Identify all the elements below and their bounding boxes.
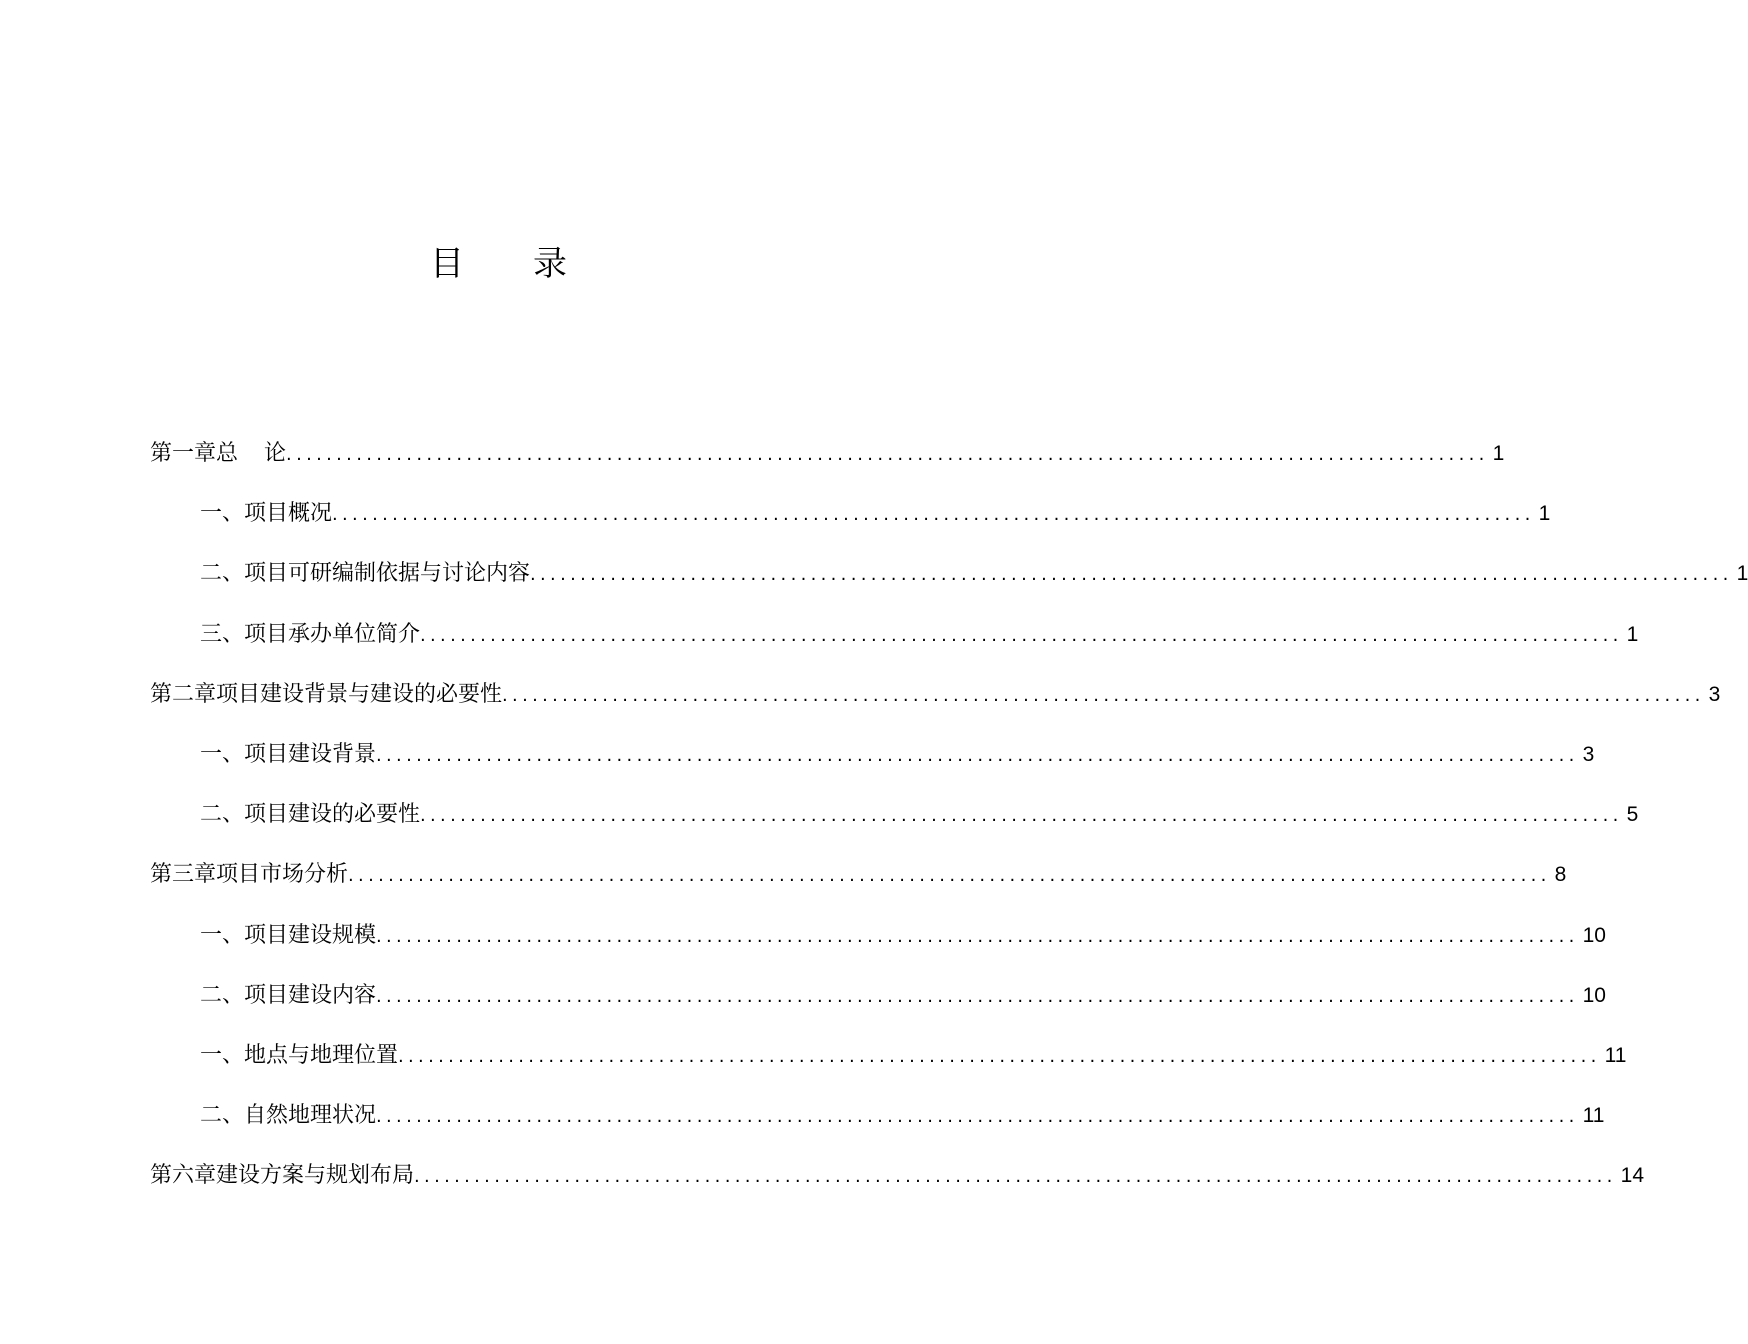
- toc-page-number: 1: [1736, 562, 1748, 586]
- toc-page-number: 3: [1582, 742, 1595, 766]
- toc-heading-char-1: 目: [430, 244, 464, 284]
- dot-leader: ........................................................................................................................: [376, 744, 1579, 766]
- dot-leader: ........................................................................................................................: [376, 985, 1579, 1007]
- dot-leader: ........................................................................................................................: [420, 805, 1623, 827]
- toc-entry[interactable]: [150, 974, 1606, 1034]
- toc-page-number: 1: [1626, 622, 1639, 646]
- toc-entry[interactable]: [150, 733, 1595, 793]
- toc-page-number: 1: [1492, 442, 1505, 465]
- toc-entry[interactable]: [150, 552, 1748, 612]
- toc-entry[interactable]: [150, 1154, 1644, 1214]
- toc-entry-title: 一、项目建设规模: [200, 922, 377, 948]
- dot-leader: ........................................................................................................................: [348, 865, 1551, 887]
- toc-page-number: 11: [1582, 1104, 1605, 1128]
- toc-entry[interactable]: [150, 1034, 1627, 1094]
- toc-chapter-label: 第一章: [150, 441, 217, 466]
- dot-leader: ........................................................................................................................: [286, 444, 1489, 465]
- dot-leader: ........................................................................................................................: [414, 1166, 1617, 1188]
- toc-entry-title: 二、项目建设的必要性: [200, 802, 421, 828]
- toc-entry-title: 项目建设背景与建设的必要性: [216, 681, 503, 707]
- toc-entry-title: [216, 432, 286, 476]
- toc-chapter-label: 第六章: [150, 1163, 217, 1189]
- toc-entry[interactable]: [150, 492, 1551, 552]
- toc-page-number: 11: [1604, 1043, 1627, 1067]
- toc-entry[interactable]: [150, 673, 1721, 733]
- dot-leader: ........................................................................................................................: [376, 1106, 1579, 1128]
- toc-entry-title: 三、项目承办单位简介: [200, 621, 421, 647]
- dot-leader: ........................................................................................................................: [530, 564, 1733, 586]
- toc-heading-char-2: 录: [533, 244, 567, 284]
- toc-entry-title: 二、项目可研编制依据与讨论内容: [200, 561, 531, 587]
- toc-page-number: 1: [1538, 502, 1551, 526]
- table-of-contents: [150, 432, 1748, 1214]
- toc-page-number: 5: [1626, 803, 1639, 827]
- toc-entry[interactable]: [150, 853, 1567, 913]
- dot-leader: ........................................................................................................................: [502, 684, 1705, 706]
- dot-leader: ........................................................................................................................: [332, 504, 1535, 526]
- toc-entry-title: 一、项目概况: [200, 501, 333, 527]
- dot-leader: ........................................................................................................................: [376, 925, 1579, 947]
- dot-leader: ........................................................................................................................: [420, 624, 1623, 646]
- toc-entry-title-part: 论: [264, 441, 287, 466]
- toc-entry[interactable]: [150, 1094, 1605, 1154]
- toc-page-number: 10: [1582, 923, 1606, 947]
- dot-leader: ........................................................................................................................: [398, 1045, 1601, 1067]
- toc-entry-title: 项目市场分析: [216, 862, 349, 888]
- toc-entry[interactable]: [150, 613, 1639, 673]
- toc-chapter-label: 第三章: [150, 862, 217, 888]
- toc-page-number: 10: [1582, 983, 1606, 1007]
- toc-page-number: 8: [1554, 863, 1567, 887]
- toc-entry-title: 一、项目建设背景: [200, 741, 377, 767]
- toc-chapter-label: 第二章: [150, 681, 217, 707]
- toc-page-number: 14: [1620, 1164, 1644, 1188]
- toc-entry[interactable]: [150, 793, 1639, 853]
- toc-entry[interactable]: [150, 914, 1606, 974]
- toc-entry-title: 建设方案与规划布局: [216, 1163, 415, 1189]
- toc-entry-title: 一、地点与地理位置: [200, 1042, 399, 1068]
- toc-page-number: 3: [1708, 682, 1721, 706]
- toc-entry-title: 二、项目建设内容: [200, 982, 377, 1008]
- toc-heading: [0, 236, 950, 292]
- toc-entry-title: 二、自然地理状况: [200, 1103, 377, 1129]
- toc-entry[interactable]: [150, 432, 1505, 492]
- toc-entry-title-part: 总: [216, 441, 239, 466]
